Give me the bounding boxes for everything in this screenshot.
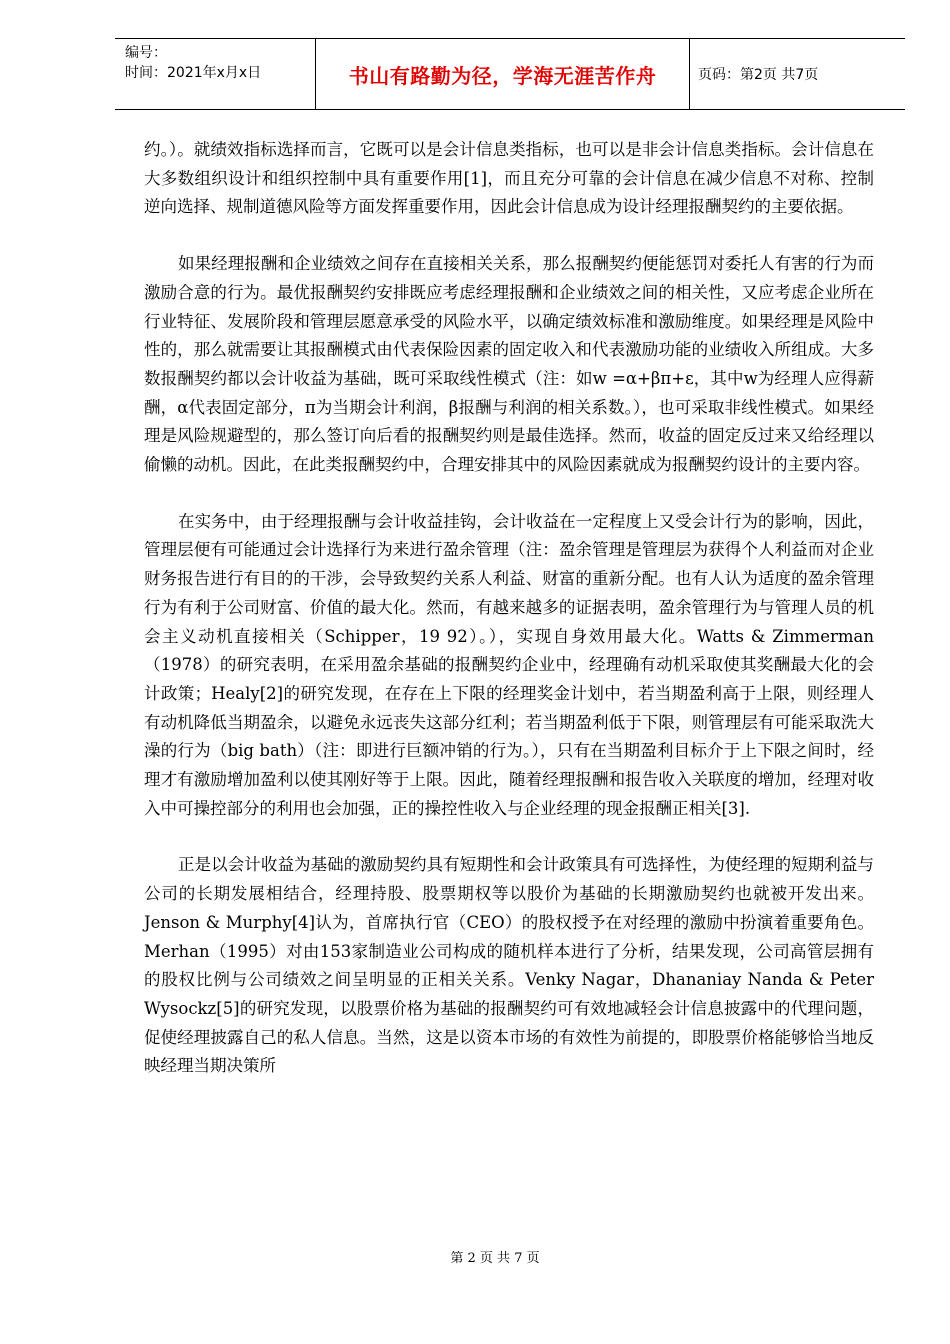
paragraph: 如果经理报酬和企业绩效之间存在直接相关关系，那么报酬契约便能惩罚对委托人有害的行为而激励合意的行为。最优报酬契约安排既应考虑经理报酬和企业绩效之间的相关性，又应考虑企业所在行业特征、发展阶段和管理层愿意承受的风险水平，以确定绩效标准和激励维度。如果经理是风险中性的，那么就需要让其报酬模式由代表保险因素的固定收入和代表激励功能的业绩收入所组成。大多数报酬契约都以会计收益为基础，既可采取线性模式（注：如w =α+βπ+ε，其中w为经理人应得薪酬，α代表固定部分，π为当期会计利润，β报酬与利润的相关系数。），也可采取非线性模式。如果经理是风险规避型的，那么签订向后看的报酬契约则是最佳选择。然而，收益的固定反过来又给经理以偷懒的动机。因此，在此类报酬契约中，合理安排其中的风险因素就成为报酬契约设计的主要内容。 — [144, 254, 874, 475]
header-motto-cell — [315, 39, 690, 109]
header-page-cell — [690, 39, 905, 109]
paragraph: 在实务中，由于经理报酬与会计收益挂钩，会计收益在一定程度上又受会计行为的影响，因此，管理层便有可能通过会计选择行为来进行盈余管理（注：盈余管理是管理层为获得个人利益而对企业财务报告进行有目的的干涉，会导致契约关系人利益、财富的重新分配。也有人认为适度的盈余管理行为有利于公司财富、价值的最大化。然而，有越来越多的证据表明，盈余管理行为与管理人员的机会主义动机直接相关（Schipper，19 92）。），实现自身效用最大化。Watts & Zimmerman（1978）的研究表明，在采用盈余基础的报酬契约企业中，经理确有动机采取使其奖酬最大化的会计政策；Healy[2]的研究发现，在存在上下限的经理奖金计划中，若当期盈利高于上限，则经理人有动机降低当期盈余，以避免永远丧失这部分红利；若当期盈利低于下限，则管理层有可能采取洗大澡的行为（big bath）（注：即进行巨额冲销的行为。），只有在当期盈利目标介于上下限之间时，经理才有激励增加盈利以使其刚好等于上限。因此，随着经理报酬和报告收入关联度的增加，经理对收入中可操控部分的利用也会加强，正的操控性收入与企业经理的现金报酬正相关[3]. — [144, 511, 874, 818]
paragraph: 正是以会计收益为基础的激励契约具有短期性和会计政策具有可选择性，为使经理的短期利益与公司的长期发展相结合，经理持股、股票期权等以股价为基础的长期激励契约也就被开发出来。Jenson & Murphy[4]认为，首席执行官（CEO）的股权授予在对经理的激励中扮演着重要角色。Merhan（1995）对由153家制造业公司构成的随机样本进行了分析，结果发现，公司高管层拥有的股权比例与公司绩效之间呈明显的正相关关系。Venky Nagar，Dhananiay Nanda & Peter Wysockz[5]的研究发现，以股票价格为基础的报酬契约可有效地减轻会计信息披露中的代理问题，促使经理披露自己的私人信息。当然，这是以资本市场的有效性为前提的，即股票价格能够恰当地反映经理当期决策所 — [144, 855, 874, 1076]
paragraph: 约。）。就绩效指标选择而言，它既可以是会计信息类指标，也可以是非会计信息类指标。会计信息在大多数组织设计和组织控制中具有重要作用[1]，而且充分可靠的会计信息在减少信息不对称、控制逆向选择、规制道德风险等方面发挥重要作用，因此会计信息成为设计经理报酬契约的主要依据。 — [144, 140, 874, 217]
document-body — [144, 136, 874, 1109]
header-motto: 书山有路勤为径，学海无涯苦作舟 — [348, 63, 657, 88]
header-page-number: 页码：第2页 共7页 — [698, 67, 819, 83]
header-meta — [115, 39, 315, 109]
page-header — [115, 38, 905, 110]
document-number-label: 编号： — [125, 45, 167, 61]
page-footer — [0, 1247, 950, 1266]
footer-page-number: 第 2 页 共 7 页 — [450, 1251, 540, 1266]
document-time-label: 时间：2021年x月x日 — [125, 65, 262, 81]
